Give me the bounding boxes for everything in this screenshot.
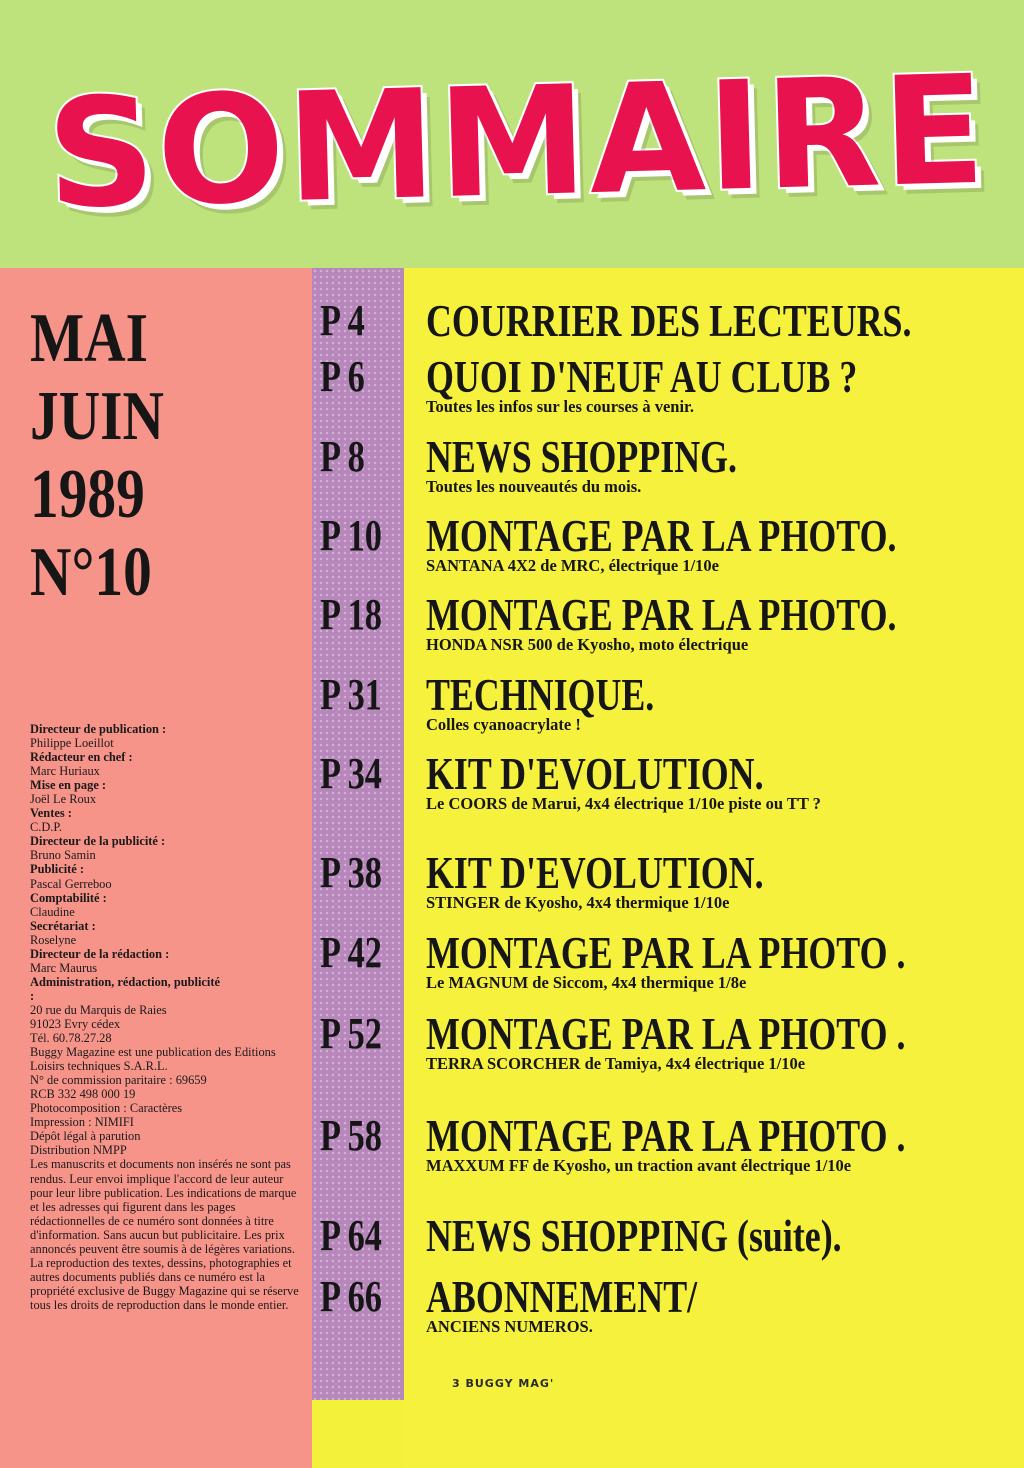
toc-page-number: P 10 [320,511,382,560]
toc-title: QUOI D'NEUF AU CLUB ? [426,351,858,402]
credit-role: Secrétariat : [30,918,96,933]
credit-name: Pascal Gerreboo [30,876,112,891]
toc-page-number: P 31 [320,670,382,719]
toc-title: MONTAGE PAR LA PHOTO. [426,510,897,561]
toc-subtitle: TERRA SCORCHER de Tamiya, 4x4 électrique 1/10e [426,1054,806,1073]
credit-role: Rédacteur en chef : [30,750,133,765]
toc-title: MONTAGE PAR LA PHOTO. [426,589,897,640]
issue-year: 1989 [30,456,145,533]
rcb-number: RCB 332 498 000 19 [30,1087,136,1102]
toc-subtitle: ANCIENS NUMEROS. [426,1317,593,1336]
issue-month-2: JUIN [30,378,164,455]
credit-name: Claudine [30,904,75,919]
toc-subtitle: SANTANA 4X2 de MRC, électrique 1/10e [426,556,719,575]
credit-role: Directeur de publication : [30,722,167,736]
credit-name: Marc Huriaux [30,764,100,779]
toc-title: TECHNIQUE. [426,669,655,720]
toc-page-number: P 8 [320,432,365,481]
toc-title: MONTAGE PAR LA PHOTO . [426,1008,906,1059]
credit-name: Joël Le Roux [30,792,97,807]
credit-name: Roselyne [30,932,77,947]
toc-subtitle: STINGER de Kyosho, 4x4 thermique 1/10e [426,893,730,912]
toc-title: KIT D'EVOLUTION. [426,847,764,898]
toc-subtitle: Le COORS de Marui, 4x4 électrique 1/10e piste ou TT ? [426,794,821,813]
manuscripts-notice: Les manuscrits et documents non insérés ne sont pas rendus. Leur envoi implique l'accord de leur auteur pour leur libre publication. Les indications de marque et les adresses qui figurent dans les pages rédactionnelles de ce numéro sont données à titre d'information. Sans aucun but publicitaire. Les prix annoncés peuvent être soumis à de légères variations. [30,1157,297,1256]
toc-title: MONTAGE PAR LA PHOTO . [426,927,906,978]
credit-name: C.D.P. [30,820,63,835]
toc-page-number: P 64 [320,1211,382,1260]
credit-role: Directeur de la rédaction : [30,946,170,961]
toc-subtitle: Toutes les infos sur les courses à venir. [426,397,694,416]
publisher-line: Buggy Magazine est une publication des Editions Loisirs techniques S.A.R.L. [30,1045,276,1074]
telephone: Tél. 60.78.27.28 [30,1031,112,1046]
toc-subtitle: Colles cyanoacrylate ! [426,715,581,734]
toc-page-number: P 34 [320,749,382,798]
issue-number: N°10 [30,534,152,611]
toc-subtitle: HONDA NSR 500 de Kyosho, moto électrique [426,635,749,654]
toc-subtitle: MAXXUM FF de Kyosho, un traction avant électrique 1/10e [426,1156,852,1175]
credit-role: Publicité : [30,862,85,877]
credit-name: Philippe Loeillot [30,736,114,751]
toc-title: MONTAGE PAR LA PHOTO . [426,1110,906,1161]
distribution: Distribution NMPP [30,1143,127,1158]
toc-page-number: P 18 [320,590,382,639]
credit-role: Comptabilité : [30,890,107,905]
toc-page-number: P 66 [320,1272,382,1321]
credit-role: Mise en page : [30,778,107,793]
toc-page-number: P 58 [320,1111,382,1160]
magazine-section-title: SOMMAIRE [44,43,990,243]
credit-name: 20 rue du Marquis de Raies [30,1002,167,1017]
copyright-notice: La reproduction des textes, dessins, photographies et autres documents publiés dans ce numéro est la propriété exclusive de Buggy Magazine qui se réserve tous les droits de reproduction dans le monde entier. [30,1255,299,1312]
toc-page-number: P 52 [320,1009,382,1058]
toc-page-number: P 42 [320,928,382,977]
address-city: 91023 Evry cédex [30,1016,121,1031]
toc-title: NEWS SHOPPING. [426,431,738,482]
credit-name: Bruno Samin [30,848,96,863]
commission-number: N° de commission paritaire : 69659 [30,1073,207,1088]
credit-name: Marc Maurus [30,960,98,975]
credit-role: Ventes : [30,806,72,821]
credit-role: Directeur de la publicité : [30,834,166,849]
printer: Impression : NIMIFI [30,1115,134,1130]
photocomposition: Photocomposition : Caractères [30,1101,183,1116]
credit-role: Administration, rédaction, publicité : [30,974,220,1003]
toc-title: COURRIER DES LECTEURS. [426,295,912,346]
toc-page-number: P 4 [320,296,365,345]
toc-subtitle: Toutes les nouveautés du mois. [426,477,642,496]
toc-title: ABONNEMENT/ [426,1271,698,1322]
toc-subtitle: Le MAGNUM de Siccom, 4x4 thermique 1/8e [426,973,747,992]
issue-month-1: MAI [30,300,148,377]
toc-title: NEWS SHOPPING (suite). [426,1210,842,1261]
toc-page-number: P 38 [320,848,382,897]
legal-deposit: Dépôt légal à parution [30,1129,141,1144]
page-footer: 3 BUGGY MAG' [452,1377,555,1390]
toc-page-number: P 6 [320,352,365,401]
toc-title: KIT D'EVOLUTION. [426,748,764,799]
